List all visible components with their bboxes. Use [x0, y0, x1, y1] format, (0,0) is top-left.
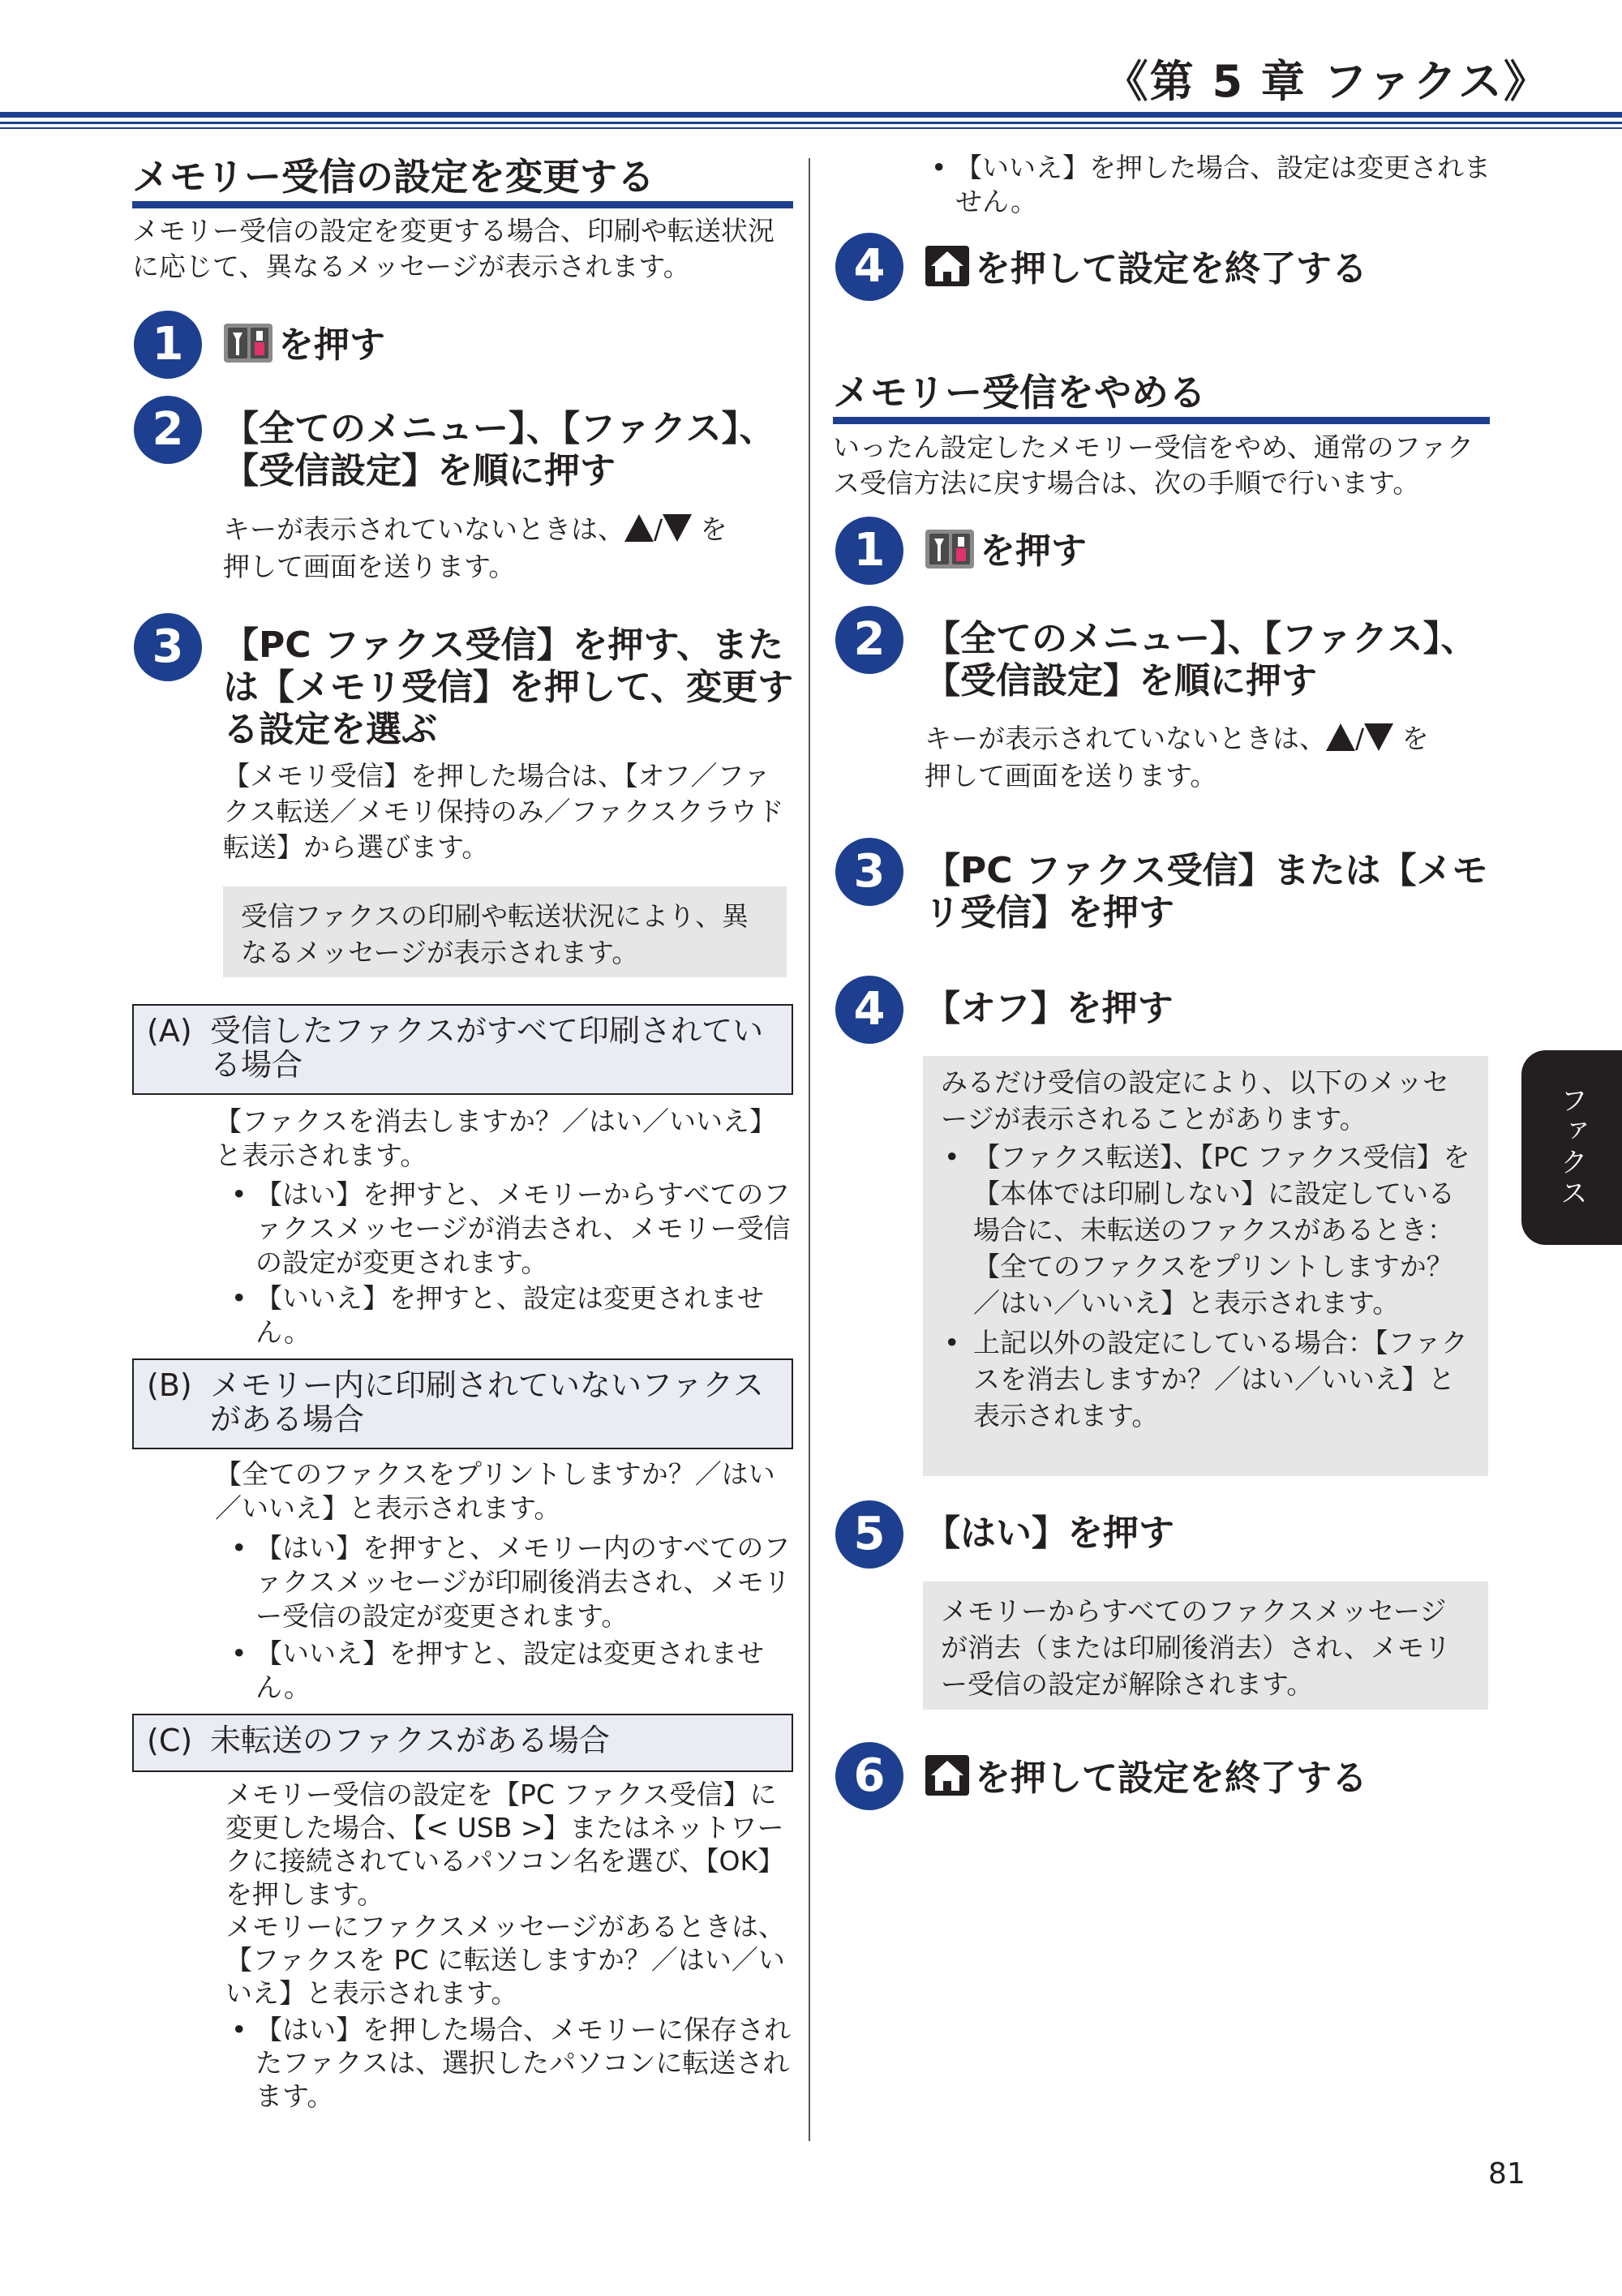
step-heading: 【はい】を押す [925, 1513, 1174, 1554]
step-heading-text: を押して設定を終了する [975, 248, 1367, 290]
step-heading-line: 【全てのメニュー】、【ファクス】、 [223, 408, 775, 449]
step-heading: 【オフ】を押す [925, 988, 1174, 1029]
header-rule-thick [0, 112, 1622, 118]
step-number: 4 [835, 233, 903, 301]
section-title-underline [833, 417, 1490, 424]
step-number: 2 [134, 396, 202, 464]
step-heading-text: を押す [980, 530, 1087, 572]
step-body-text: 押して画面を送ります。 [223, 551, 516, 582]
step-number: 1 [835, 517, 903, 585]
step-body [925, 720, 1492, 795]
bullet-item: • 【はい】を押した場合、メモリーに保存されたファクスは、選択したパソコンに転送されます。 [231, 2013, 795, 2113]
home-icon [925, 245, 970, 297]
case-box-b [132, 1358, 793, 1449]
settings-icon [223, 323, 273, 373]
home-icon [925, 1754, 970, 1806]
step-heading-line: 【全てのメニュー】、【ファクス】、 [925, 618, 1477, 659]
note-box: 受信ファクスの印刷や転送状況により、異なるメッセージが表示されます。 [223, 886, 787, 977]
step-body-text: キーが表示されていないときは、 [925, 723, 1326, 754]
section-intro: いったん設定したメモリー受信をやめ、通常のファクス受信方法に戻す場合は、次の手順で行います。 [833, 431, 1474, 499]
step-body [223, 511, 791, 586]
case-label: (B) [147, 1367, 192, 1403]
case-box-c [132, 1714, 793, 1772]
section-title-underline [132, 201, 793, 208]
bullet-item: • 【いいえ】を押すと、設定は変更されません。 [231, 1637, 795, 1705]
case-title: 未転送のファクスがある場合 [210, 1723, 610, 1758]
step-number: 5 [835, 1500, 903, 1569]
bullet-item: • 【いいえ】を押した場合、設定は変更されません。 [931, 151, 1507, 219]
up-arrow-icon [1326, 723, 1355, 751]
step-heading [925, 1754, 1508, 1806]
step-number: 4 [835, 976, 903, 1044]
step-heading [223, 408, 791, 492]
step-heading [925, 245, 1508, 297]
case-label: (A) [147, 1013, 192, 1049]
step-body: 【メモリ受信】を押した場合は、【オフ／ファクス転送／メモリ保持のみ／ファクスクラウド転送】から選びます。 [223, 760, 784, 863]
step-heading [925, 618, 1508, 702]
case-title: 受信したファクスがすべて印刷されている場合 [210, 1013, 764, 1083]
step-heading [223, 323, 791, 373]
step-number: 3 [835, 838, 903, 906]
note-box [923, 1056, 1488, 1476]
step-heading: 【PC ファクス受信】を押す、または【メモリ受信】を押して、変更する設定を選ぶ [223, 624, 794, 750]
step-body-text: 押して画面を送ります。 [925, 760, 1217, 792]
chapter-title: 《第 5 章 ファクス》 [1104, 56, 1549, 107]
case-body: 【ファクスを消去しますか？／はい／いいえ】と表示されます。 [215, 1105, 777, 1171]
separator: / [654, 513, 663, 545]
separator: / [1355, 723, 1365, 754]
case-title: メモリー内に印刷されていないファクスがある場合 [210, 1367, 764, 1437]
note-bullet: • 【ファクス転送】、【PC ファクス受信】を【本体では印刷しない】に設定している場合に、未転送のファクスがあるとき：【全てのファクスをプリントしますか？／はい／いいえ】と表示されます。 [944, 1141, 1470, 1319]
case-label: (C) [147, 1723, 193, 1758]
up-arrow-icon [624, 514, 654, 542]
step-body-text: を [700, 513, 727, 545]
note-box: メモリーからすべてのファクスメッセージが消去（または印刷後消去）され、メモリー受信の設定が解除されます。 [923, 1581, 1488, 1710]
step-number: 1 [134, 311, 202, 379]
step-number: 3 [134, 613, 202, 681]
step-number: 6 [835, 1742, 903, 1810]
step-heading-line: 【受信設定】を順に押す [925, 660, 1317, 702]
bullet-item: • 【はい】を押すと、メモリーからすべてのファクスメッセージが消去され、メモリー受信の設定が変更されます。 [231, 1178, 795, 1280]
case-body: メモリーにファクスメッセージがあるときは、【ファクスを PC に転送しますか？／はい／いいえ】と表示されます。 [225, 1911, 786, 2009]
page-number: 81 [1488, 2157, 1525, 2191]
chapter-side-tab[interactable] [1521, 1050, 1622, 1245]
step-heading: 【PC ファクス受信】または【メモリ受信】を押す [925, 850, 1488, 933]
section-intro: メモリー受信の設定を変更する場合、印刷や転送状況に応じて、異なるメッセージが表示されます。 [132, 215, 775, 282]
step-body-text: を [1401, 723, 1429, 754]
header-rule-thin-1 [0, 122, 1622, 124]
bullet-item: • 【いいえ】を押すと、設定は変更されません。 [231, 1281, 795, 1350]
step-heading-text: を押す [278, 324, 385, 366]
case-body: メモリー受信の設定を【PC ファクス受信】に変更した場合、【< USB >】またはネットワークに接続されているパソコン名を選び、【OK】を押します。 [225, 1779, 785, 1910]
chapter-side-tab-label: ファクス [1555, 1086, 1588, 1209]
section-title-change-memory-receive: メモリー受信の設定を変更する [132, 155, 654, 199]
down-arrow-icon [1364, 723, 1393, 751]
step-heading-text: を押して設定を終了する [975, 1757, 1367, 1799]
section-title-stop-memory-receive: メモリー受信をやめる [833, 371, 1206, 414]
step-heading-line: 【受信設定】を順に押す [223, 450, 616, 491]
step-body-text: キーが表示されていないときは、 [223, 513, 624, 545]
column-divider [809, 158, 810, 2141]
header-rule-thin-2 [0, 127, 1622, 129]
down-arrow-icon [663, 514, 692, 542]
bullet-item: • 【はい】を押すと、メモリー内のすべてのファクスメッセージが印刷後消去され、メモリー受信の設定が変更されます。 [231, 1531, 795, 1633]
step-heading [925, 529, 1492, 579]
note-bullet-text: 【ファクス転送】、【PC ファクス受信】を【本体では印刷しない】に設定している場合に、未転送のファクスがあるとき：【全てのファクスをプリントしますか？／はい／いいえ】と表示されます。 [973, 1141, 1470, 1319]
settings-icon [925, 529, 975, 579]
note-intro: みるだけ受信の設定により、以下のメッセージが表示されることがあります。 [941, 1066, 1449, 1135]
step-number: 2 [835, 606, 903, 674]
case-box-a [132, 1004, 793, 1095]
note-bullet-text: 上記以外の設定にしている場合：【ファクスを消去しますか？／はい／いいえ】と表示されます。 [973, 1327, 1468, 1431]
case-body: 【全てのファクスをプリントしますか？／はい／いいえ】と表示されます。 [215, 1458, 775, 1524]
note-bullet: • 上記以外の設定にしている場合：【ファクスを消去しますか？／はい／いいえ】と表示されます。 [944, 1327, 1468, 1431]
